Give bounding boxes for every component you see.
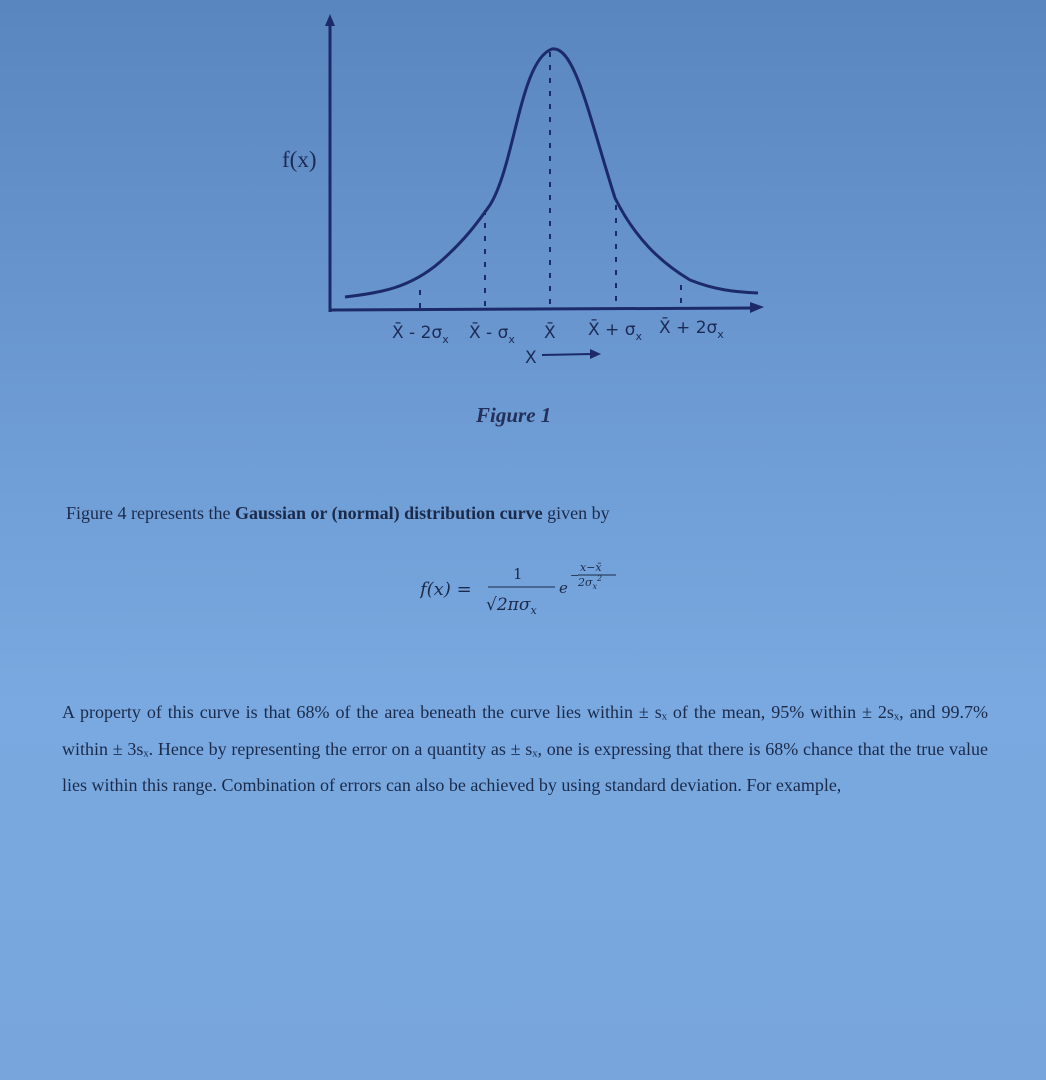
formula-exp-num: x−x̄ bbox=[580, 561, 602, 574]
body-paragraph bbox=[62, 694, 988, 804]
x-direction-line bbox=[542, 354, 592, 355]
x-direction-arrow bbox=[590, 349, 601, 359]
tick-label-plus-2sigma: X̄ + $2\sigma_x$ bbox=[659, 318, 724, 341]
formula-exp-sign: − bbox=[570, 569, 580, 582]
y-axis-arrow bbox=[325, 14, 335, 26]
gaussian-figure bbox=[0, 0, 1046, 470]
tick-label-mean: X̄ bbox=[544, 323, 556, 343]
intro-suffix: given by bbox=[542, 503, 610, 523]
x-axis-arrow bbox=[750, 302, 764, 313]
x-axis bbox=[330, 308, 755, 310]
formula-numerator: 1 bbox=[513, 565, 523, 583]
gaussian-curve bbox=[345, 49, 758, 297]
gaussian-formula bbox=[420, 555, 650, 635]
intro-text bbox=[66, 503, 610, 524]
formula-base: e bbox=[559, 579, 568, 597]
tick-label-plus-sigma: X̄ + $\sigma_x$ bbox=[588, 320, 642, 343]
tick-label-minus-2sigma: X̄ - $2\sigma_x$ bbox=[392, 323, 449, 346]
figure-caption: Figure 1 bbox=[476, 403, 552, 427]
y-axis-label: f(x) bbox=[282, 147, 317, 172]
x-axis-label: X bbox=[525, 348, 537, 368]
intro-bold: Gaussian or (normal) distribution curve bbox=[234, 503, 543, 523]
intro-prefix: Figure 4 represents the bbox=[66, 503, 235, 523]
formula-exp-den: $2\sigma_x^2$ bbox=[578, 574, 603, 591]
formula-denominator: $√2\pi\sigma_x$ bbox=[486, 595, 537, 617]
paragraph-text: A property of this curve is that 68% of the area beneath the curve lies within ± sₓ of the mean, 95% within ± 2sₓ, and 99.7% within ± 3sₓ. Hence by representing the error on a quantity as ± sₓ, one is expressing that there is 68% chance that the true value lies within this range. Combination of errors can also be achieved by using standard deviation. For example, bbox=[62, 702, 988, 795]
formula-lhs: f(x) = bbox=[420, 579, 472, 600]
tick-label-minus-sigma: X̄ - $\sigma_x$ bbox=[469, 323, 515, 346]
